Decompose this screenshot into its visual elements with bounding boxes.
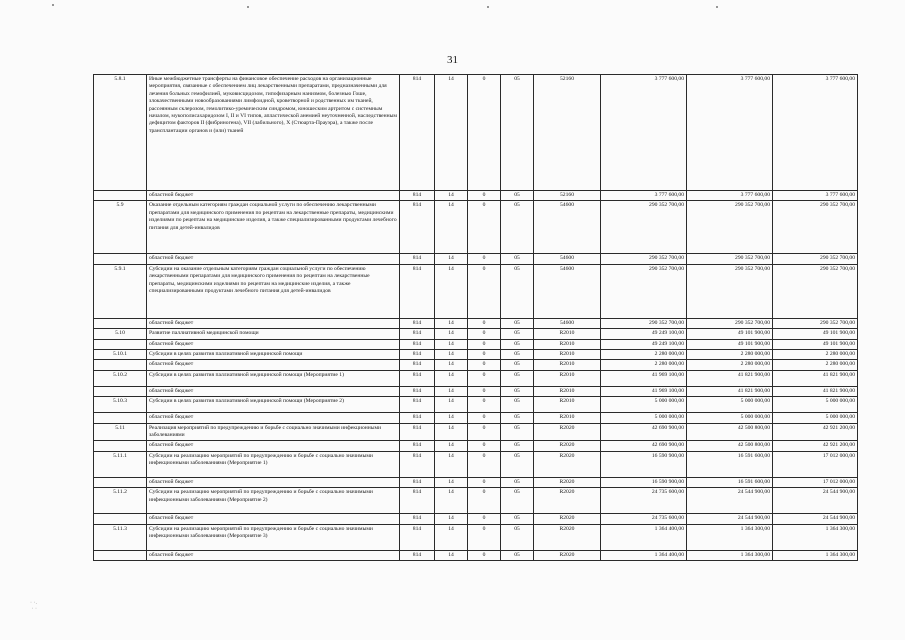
cell-c1: 814	[400, 514, 435, 524]
cell-c3: 0	[468, 370, 501, 386]
cell-a2: 24 544 900,00	[687, 514, 773, 524]
cell-name: областной бюджет	[147, 413, 400, 423]
cell-a1: 2 280 000,00	[601, 350, 687, 360]
cell-c5: R2020	[534, 514, 601, 524]
cell-c2: 14	[435, 397, 468, 413]
cell-c5: R2020	[534, 423, 601, 441]
cell-c3: 0	[468, 191, 501, 201]
cell-c5: R2010	[534, 339, 601, 349]
cell-c1: 814	[400, 254, 435, 264]
cell-c3: 0	[468, 550, 501, 560]
cell-c1: 814	[400, 350, 435, 360]
cell-name: областной бюджет	[147, 514, 400, 524]
cell-c3: 0	[468, 339, 501, 349]
cell-c2: 14	[435, 254, 468, 264]
cell-c1: 814	[400, 550, 435, 560]
cell-c2: 14	[435, 360, 468, 370]
cell-num	[94, 514, 147, 524]
cell-a2: 290 352 700,00	[687, 318, 773, 328]
page-number: 31	[447, 54, 458, 66]
cell-a2: 3 777 600,00	[687, 191, 773, 201]
cell-c3: 0	[468, 264, 501, 318]
cell-c5: R2020	[534, 441, 601, 451]
cell-c4: 05	[501, 514, 534, 524]
table-row-subtotal	[94, 514, 858, 524]
cell-num	[94, 360, 147, 370]
scan-mark	[716, 6, 718, 8]
cell-c3: 0	[468, 514, 501, 524]
cell-c5: R2010	[534, 413, 601, 423]
cell-c5: 54600	[534, 254, 601, 264]
cell-c1: 814	[400, 318, 435, 328]
cell-a2: 16 591 600,00	[687, 451, 773, 477]
cell-name: Субсидии на оказание отдельным категориям граждан социальной услуги по обеспечению лекарственными препаратами для медицинского применения по рецептам на лекарственные препараты, медицинскими изделиями по рецептам на медицинские изделия, а также специализированными продуктами лечебного питания для детей-инвалидов	[147, 264, 400, 318]
cell-a2: 1 364 300,00	[687, 550, 773, 560]
cell-c5: R2020	[534, 488, 601, 514]
cell-c5: R2010	[534, 350, 601, 360]
table-row	[94, 75, 858, 191]
cell-c5: R2010	[534, 386, 601, 396]
cell-c4: 05	[501, 191, 534, 201]
cell-c1: 814	[400, 413, 435, 423]
cell-c1: 814	[400, 477, 435, 487]
cell-a3: 17 012 000,00	[773, 477, 858, 487]
cell-a1: 24 735 600,00	[601, 488, 687, 514]
cell-a1: 49 249 100,00	[601, 329, 687, 339]
table-row	[94, 201, 858, 254]
cell-a1: 290 352 700,00	[601, 201, 687, 254]
table-row-subtotal	[94, 318, 858, 328]
cell-c3: 0	[468, 318, 501, 328]
cell-c4: 05	[501, 264, 534, 318]
cell-num	[94, 477, 147, 487]
cell-a1: 41 969 100,00	[601, 386, 687, 396]
cell-c2: 14	[435, 386, 468, 396]
cell-a1: 1 364 400,00	[601, 524, 687, 550]
cell-c3: 0	[468, 397, 501, 413]
cell-c2: 14	[435, 514, 468, 524]
cell-num: 5.8.1	[94, 75, 147, 191]
cell-c3: 0	[468, 423, 501, 441]
cell-c2: 14	[435, 350, 468, 360]
cell-c2: 14	[435, 488, 468, 514]
cell-a3: 290 352 700,00	[773, 264, 858, 318]
cell-c5: R2020	[534, 477, 601, 487]
cell-c5: R2020	[534, 550, 601, 560]
cell-c1: 814	[400, 191, 435, 201]
cell-c5: 54600	[534, 201, 601, 254]
cell-a3: 1 364 300,00	[773, 524, 858, 550]
cell-name: областной бюджет	[147, 441, 400, 451]
cell-num	[94, 441, 147, 451]
cell-a1: 290 352 700,00	[601, 254, 687, 264]
cell-name: областной бюджет	[147, 191, 400, 201]
cell-name: Субсидии на реализацию мероприятий по предупреждению и борьбе с социально значимыми инфекционными заболеваниями (Мероприятие 3)	[147, 524, 400, 550]
cell-c5: R2020	[534, 451, 601, 477]
cell-a1: 49 249 100,00	[601, 339, 687, 349]
cell-a3: 41 821 900,00	[773, 386, 858, 396]
cell-c3: 0	[468, 488, 501, 514]
cell-c3: 0	[468, 413, 501, 423]
cell-c5: 54600	[534, 318, 601, 328]
cell-a1: 24 735 600,00	[601, 514, 687, 524]
cell-num: 5.11	[94, 423, 147, 441]
cell-a3: 5 000 000,00	[773, 413, 858, 423]
cell-a3: 3 777 600,00	[773, 191, 858, 201]
cell-a2: 3 777 600,00	[687, 75, 773, 191]
cell-num	[94, 413, 147, 423]
table-row	[94, 488, 858, 514]
cell-a2: 2 280 000,00	[687, 350, 773, 360]
table-row-subtotal	[94, 386, 858, 396]
cell-c4: 05	[501, 318, 534, 328]
cell-name: Реализация мероприятий по предупреждению и борьбе с социально значимыми инфекционными заболеваниями	[147, 423, 400, 441]
cell-c3: 0	[468, 329, 501, 339]
cell-num: 5.11.3	[94, 524, 147, 550]
cell-c1: 814	[400, 75, 435, 191]
cell-c2: 14	[435, 318, 468, 328]
cell-c5: R2010	[534, 370, 601, 386]
cell-c4: 05	[501, 451, 534, 477]
cell-c4: 05	[501, 441, 534, 451]
cell-a1: 290 352 700,00	[601, 318, 687, 328]
cell-c1: 814	[400, 370, 435, 386]
cell-c5: R2020	[534, 524, 601, 550]
cell-a1: 1 364 400,00	[601, 550, 687, 560]
cell-a1: 3 777 600,00	[601, 75, 687, 191]
cell-c4: 05	[501, 524, 534, 550]
cell-c2: 14	[435, 191, 468, 201]
table-row-subtotal	[94, 254, 858, 264]
cell-name: областной бюджет	[147, 318, 400, 328]
table-row	[94, 350, 858, 360]
cell-a1: 42 690 900,00	[601, 423, 687, 441]
cell-a3: 1 364 300,00	[773, 550, 858, 560]
cell-c1: 814	[400, 397, 435, 413]
cell-a2: 42 500 800,00	[687, 441, 773, 451]
cell-a2: 41 821 900,00	[687, 386, 773, 396]
cell-c4: 05	[501, 360, 534, 370]
table-row-subtotal	[94, 441, 858, 451]
cell-c2: 14	[435, 201, 468, 254]
cell-c1: 814	[400, 441, 435, 451]
cell-num: 5.10.3	[94, 397, 147, 413]
cell-c1: 814	[400, 339, 435, 349]
cell-c4: 05	[501, 329, 534, 339]
cell-c4: 05	[501, 423, 534, 441]
cell-a2: 290 352 700,00	[687, 201, 773, 254]
cell-c1: 814	[400, 423, 435, 441]
table-row-subtotal	[94, 360, 858, 370]
scan-mark	[52, 4, 54, 6]
cell-c5: 52160	[534, 191, 601, 201]
cell-c4: 05	[501, 254, 534, 264]
cell-c2: 14	[435, 477, 468, 487]
cell-c4: 05	[501, 201, 534, 254]
cell-c3: 0	[468, 477, 501, 487]
cell-c5: R2010	[534, 360, 601, 370]
cell-a3: 42 921 200,00	[773, 441, 858, 451]
cell-c3: 0	[468, 441, 501, 451]
table-row	[94, 451, 858, 477]
cell-c3: 0	[468, 451, 501, 477]
cell-c3: 0	[468, 201, 501, 254]
cell-a2: 49 101 900,00	[687, 329, 773, 339]
cell-a3: 49 101 900,00	[773, 339, 858, 349]
table-row-subtotal	[94, 413, 858, 423]
cell-num: 5.10.2	[94, 370, 147, 386]
cell-c1: 814	[400, 264, 435, 318]
cell-c3: 0	[468, 254, 501, 264]
cell-a3: 2 280 000,00	[773, 360, 858, 370]
cell-name: областной бюджет	[147, 254, 400, 264]
cell-a1: 5 000 000,00	[601, 413, 687, 423]
cell-c2: 14	[435, 75, 468, 191]
cell-c2: 14	[435, 264, 468, 318]
cell-c4: 05	[501, 75, 534, 191]
cell-c2: 14	[435, 441, 468, 451]
table-row	[94, 423, 858, 441]
cell-c5: R2010	[534, 397, 601, 413]
scan-specks: · ·. · ·	[30, 600, 37, 612]
cell-a3: 290 352 700,00	[773, 254, 858, 264]
cell-name: Субсидии в целях развития паллиативной медицинской помощи	[147, 350, 400, 360]
cell-c1: 814	[400, 524, 435, 550]
cell-a1: 290 352 700,00	[601, 264, 687, 318]
cell-c5: R2010	[534, 329, 601, 339]
cell-a3: 41 821 900,00	[773, 370, 858, 386]
cell-num: 5.9	[94, 201, 147, 254]
cell-a1: 16 590 900,00	[601, 451, 687, 477]
cell-num	[94, 191, 147, 201]
cell-a1: 41 969 100,00	[601, 370, 687, 386]
cell-num	[94, 386, 147, 396]
cell-c3: 0	[468, 75, 501, 191]
table-row	[94, 397, 858, 413]
cell-c1: 814	[400, 201, 435, 254]
cell-a2: 42 500 800,00	[687, 423, 773, 441]
cell-a1: 3 777 600,00	[601, 191, 687, 201]
cell-a2: 2 280 000,00	[687, 360, 773, 370]
cell-c1: 814	[400, 329, 435, 339]
scan-mark	[487, 6, 489, 8]
table-row	[94, 329, 858, 339]
cell-name: Субсидии на реализацию мероприятий по предупреждению и борьбе с социально значимыми инфекционными заболеваниями (Мероприятие 2)	[147, 488, 400, 514]
cell-a1: 5 000 000,00	[601, 397, 687, 413]
cell-a3: 290 352 700,00	[773, 201, 858, 254]
cell-a3: 24 544 900,00	[773, 514, 858, 524]
cell-name: областной бюджет	[147, 360, 400, 370]
cell-name: областной бюджет	[147, 339, 400, 349]
cell-num	[94, 318, 147, 328]
cell-a3: 49 101 900,00	[773, 329, 858, 339]
cell-a2: 16 591 600,00	[687, 477, 773, 487]
cell-a3: 290 352 700,00	[773, 318, 858, 328]
cell-num	[94, 550, 147, 560]
cell-c2: 14	[435, 413, 468, 423]
cell-name: Субсидии на реализацию мероприятий по предупреждению и борьбе с социально значимыми инфекционными заболеваниями (Мероприятие 1)	[147, 451, 400, 477]
cell-c2: 14	[435, 370, 468, 386]
cell-name: областной бюджет	[147, 386, 400, 396]
cell-c2: 14	[435, 339, 468, 349]
cell-c3: 0	[468, 386, 501, 396]
cell-a2: 290 352 700,00	[687, 254, 773, 264]
cell-c4: 05	[501, 477, 534, 487]
cell-c3: 0	[468, 350, 501, 360]
cell-name: Оказание отдельным категориям граждан социальной услуги по обеспечению лекарственными препаратами для медицинского применения по рецептам на лекарственные препараты, медицинскими изделиями по рецептам на медицинские изделия, а также специализированными продуктами лечебного питания для детей-инвалидов	[147, 201, 400, 254]
cell-a2: 5 000 000,00	[687, 413, 773, 423]
cell-a3: 17 012 000,00	[773, 451, 858, 477]
cell-name: Развитие паллиативной медицинской помощи	[147, 329, 400, 339]
cell-a1: 16 590 900,00	[601, 477, 687, 487]
scan-mark	[247, 6, 249, 8]
table-row	[94, 264, 858, 318]
cell-name: Субсидии в целях развития паллиативной медицинской помощи (Мероприятие 1)	[147, 370, 400, 386]
cell-name: областной бюджет	[147, 550, 400, 560]
cell-num	[94, 339, 147, 349]
cell-a3: 3 777 600,00	[773, 75, 858, 191]
cell-a2: 290 352 700,00	[687, 264, 773, 318]
cell-c2: 14	[435, 329, 468, 339]
cell-a1: 2 280 000,00	[601, 360, 687, 370]
cell-num: 5.10	[94, 329, 147, 339]
cell-c2: 14	[435, 423, 468, 441]
table-row-subtotal	[94, 339, 858, 349]
cell-a2: 5 000 000,00	[687, 397, 773, 413]
cell-a2: 1 364 300,00	[687, 524, 773, 550]
cell-c4: 05	[501, 413, 534, 423]
table-row-subtotal	[94, 550, 858, 560]
cell-num: 5.9.1	[94, 264, 147, 318]
cell-num: 5.11.2	[94, 488, 147, 514]
cell-num: 5.11.1	[94, 451, 147, 477]
cell-c2: 14	[435, 451, 468, 477]
cell-c4: 05	[501, 339, 534, 349]
cell-a3: 5 000 000,00	[773, 397, 858, 413]
cell-c1: 814	[400, 451, 435, 477]
cell-c3: 0	[468, 524, 501, 550]
cell-a1: 42 690 900,00	[601, 441, 687, 451]
cell-c1: 814	[400, 360, 435, 370]
cell-c4: 05	[501, 488, 534, 514]
cell-c4: 05	[501, 370, 534, 386]
cell-c4: 05	[501, 386, 534, 396]
cell-c4: 05	[501, 350, 534, 360]
cell-c1: 814	[400, 488, 435, 514]
cell-c1: 814	[400, 386, 435, 396]
cell-c4: 05	[501, 397, 534, 413]
cell-name: Иные межбюджетные трансферты на финансовое обеспечение расходов на организационные мероприятия, связанные с обеспечением лиц лекарственными препаратами, предназначенными для лечения больных гемофилией, муковисцидозом, гипофизарным нанизмом, болезнью Гоше, злокачественными новообразованиями лимфоидной, кроветворной и родственных им тканей, рассеянным склерозом, гемолитико-уремическим синдромом, юношеским артритом с системным началом, мукополисахаридозом I, II и VI типов, апластической анемией неуточненной, наследственным дефицитом факторов II (фибриногена), VII (лабильного), X (Стюарта-Прауэра), а также после трансплантации органов и (или) тканей	[147, 75, 400, 191]
table-row-subtotal	[94, 477, 858, 487]
cell-a3: 2 280 000,00	[773, 350, 858, 360]
budget-table	[93, 74, 858, 561]
cell-c5: 54600	[534, 264, 601, 318]
cell-a3: 42 921 200,00	[773, 423, 858, 441]
cell-c2: 14	[435, 524, 468, 550]
cell-a2: 49 101 900,00	[687, 339, 773, 349]
cell-c3: 0	[468, 360, 501, 370]
cell-c2: 14	[435, 550, 468, 560]
cell-c4: 05	[501, 550, 534, 560]
table-row	[94, 524, 858, 550]
cell-num	[94, 254, 147, 264]
cell-num: 5.10.1	[94, 350, 147, 360]
cell-c5: 52160	[534, 75, 601, 191]
cell-a2: 41 821 900,00	[687, 370, 773, 386]
table-row	[94, 370, 858, 386]
table-row-subtotal	[94, 191, 858, 201]
cell-a3: 24 544 900,00	[773, 488, 858, 514]
cell-name: областной бюджет	[147, 477, 400, 487]
cell-a2: 24 544 900,00	[687, 488, 773, 514]
cell-name: Субсидии в целях развития паллиативной медицинской помощи (Мероприятие 2)	[147, 397, 400, 413]
